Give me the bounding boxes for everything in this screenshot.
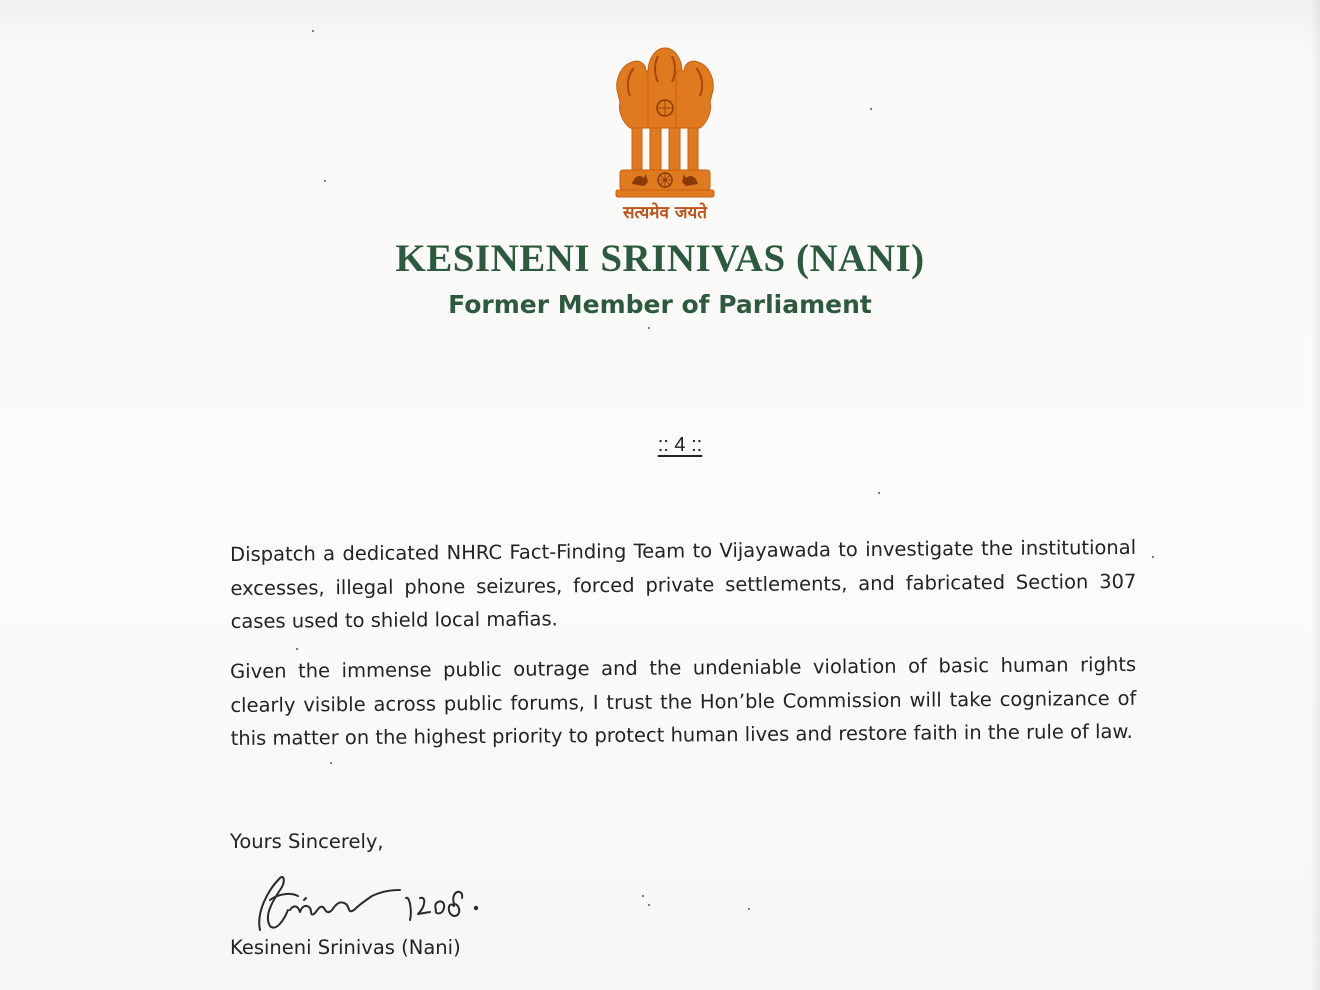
handwritten-signature (250, 860, 510, 938)
national-emblem-icon (610, 42, 720, 200)
scan-speck (648, 904, 650, 906)
sender-designation: Former Member of Parliament (448, 290, 872, 319)
scan-speck (648, 327, 650, 329)
body-paragraph: Dispatch a dedicated NHRC Fact-Finding Team to Vijayawada to investigate the institutional excesses, illegal phone seizures, forced private settlements, and fabricated Section 307 cases used to shield local mafias. (230, 535, 1137, 633)
scan-speck (642, 895, 644, 897)
page-number-text: :: 4 :: (657, 434, 703, 456)
body-paragraph: Given the immense public outrage and the undeniable violation of basic human rights clearly visible across public forums, I trust the Hon’ble Commission will take cognizance of this matter on the highest priority to protect human lives and restore faith in the rule of law. (230, 652, 1137, 750)
scan-speck (324, 180, 326, 182)
page-edge-shadow (1310, 0, 1320, 990)
scan-speck (312, 30, 314, 32)
closing-salutation: Yours Sincerely, (230, 830, 384, 853)
scan-speck (296, 648, 298, 650)
sender-name-heading: KESINENI SRINIVAS (NANI) (395, 237, 925, 280)
scan-speck (748, 908, 750, 910)
signatory-name: Kesineni Srinivas (Nani) (230, 936, 461, 959)
emblem-motto: सत्यमेव जयते (623, 203, 707, 223)
scan-speck (330, 762, 332, 764)
scan-speck (1152, 556, 1154, 558)
scan-speck (870, 108, 872, 110)
page-number (600, 434, 760, 457)
scan-speck (878, 492, 880, 494)
